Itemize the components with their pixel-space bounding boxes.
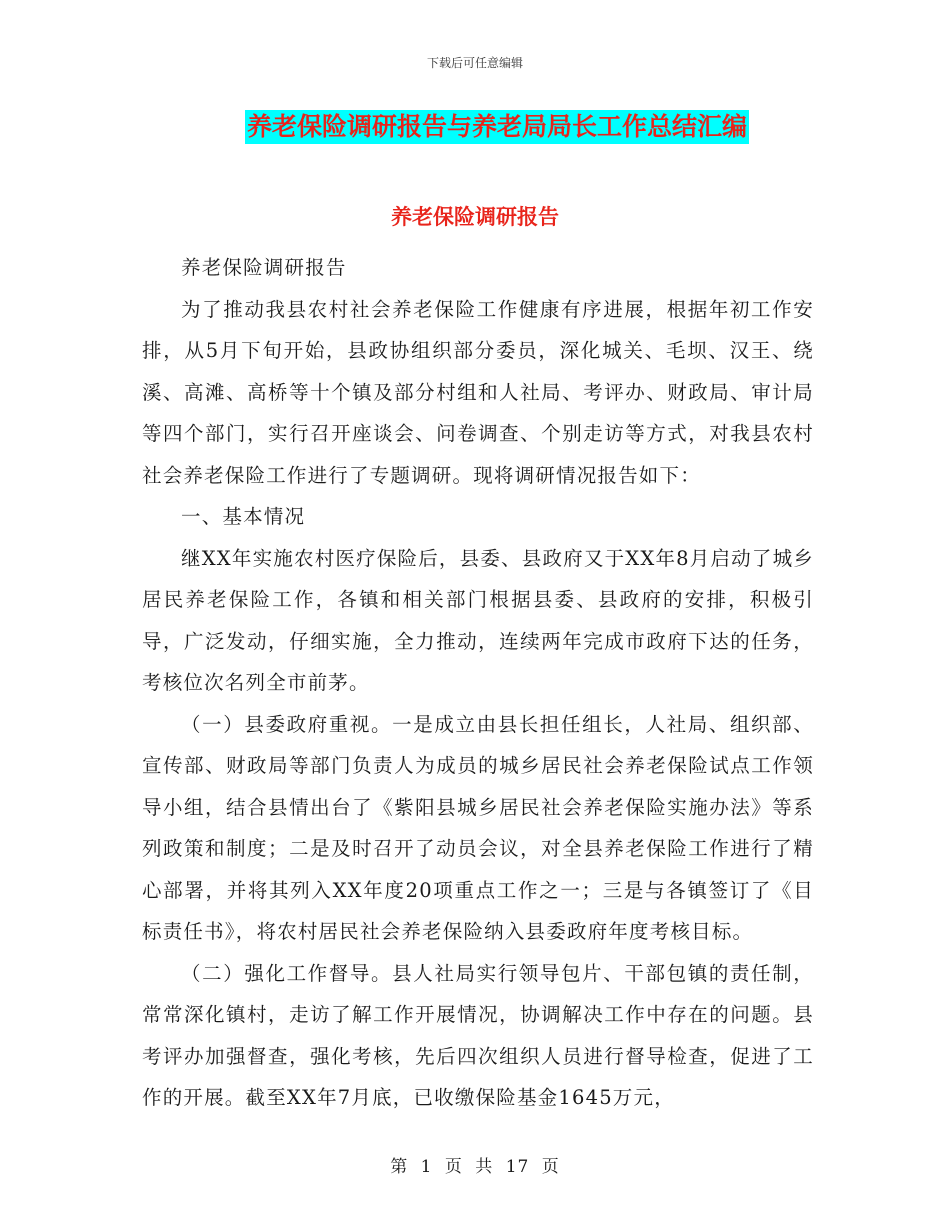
section-title: 养老保险调研报告 [391,204,559,229]
paragraph-government-attention: （一）县委政府重视。一是成立由县长担任组长，人社局、组织部、宣传部、财政局等部门负责人为成员的城乡居民社会养老保险试点工作领导小组，结合县情出台了《紫阳县城乡居民社会养老保险实施办法》等系列政策和制度；二是及时召开了动员会议，对全县养老保险工作进行了精心部署，并将其列入XX年度20项重点工作之一；三是与各镇签订了《目标责任书》，将农村居民社会养老保险纳入县委政府年度考核目标。 [142,712,814,943]
paragraph-supervision: （二）强化工作督导。县人社局实行领导包片、干部包镇的责任制，常常深化镇村，走访了解工作开展情况，协调解决工作中存在的问题。县考评办加强督查，强化考核，先后四次组织人员进行督导检查，促进了工作的开展。截至XX年7月底，已收缴保险基金1645万元， [142,961,814,1109]
paragraph-intro: 为了推动我县农村社会养老保险工作健康有序进展，根据年初工作安排，从5月下旬开始，县政协组织部分委员，深化城关、毛坝、汉王、绕溪、高滩、高桥等十个镇及部分村组和人社局、考评办、财政局、审计局等四个部门，实行召开座谈会、问卷调查、个别走访等方式，对我县农村社会养老保险工作进行了专题调研。现将调研情况报告如下： [142,297,814,487]
paragraph-basic-situation: 继XX年实施农村医疗保险后，县委、县政府又于XX年8月启动了城乡居民养老保险工作，各镇和相关部门根据县委、县政府的安排，积极引导，广泛发动，仔细实施，全力推动，连续两年完成市政府下达的任务，考核位次名列全市前茅。 [142,546,814,694]
main-title-container [0,110,950,144]
document-body [142,247,814,1119]
paragraph-heading-basic-situation: 一、基本情况 [181,505,306,528]
page-footer: 第 1 页 共 17 页 [390,1157,560,1177]
header-note: 下载后可任意编辑 [426,56,523,70]
paragraph-report-heading: 养老保险调研报告 [181,256,347,279]
document-title: 养老保险调研报告与养老局局长工作总结汇编 [245,110,749,144]
